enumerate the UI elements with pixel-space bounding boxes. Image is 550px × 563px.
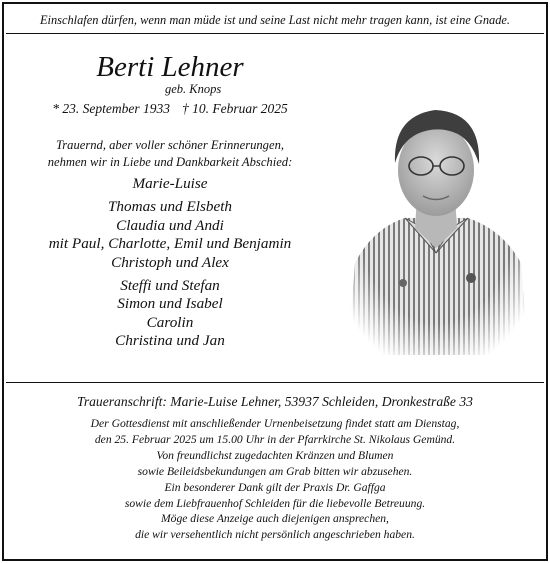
mourners-group-1 — [10, 175, 330, 193]
farewell-intro — [20, 137, 320, 171]
service-details-line: sowie dem Liebfrauenhof Schleiden für die liebevolle Betreuung. — [124, 496, 426, 510]
service-details-line: Ein besonderer Dank gilt der Praxis Dr. Gaffga — [164, 480, 386, 494]
service-details-line: Der Gottesdienst mit anschließender Urnenbeisetzung findet statt am Dienstag, — [90, 417, 460, 430]
service-details-line: den 25. Februar 2025 um 15.00 Uhr in der Pfarrkirche St. Nikolaus Gemünd. — [94, 432, 456, 446]
mourner-entry: Christina und Jan — [115, 332, 225, 350]
service-details-line: sowie Beileidsbekundungen am Grab bitten wir abzusehen. — [137, 464, 413, 478]
mourner-entry: Thomas und Elsbeth — [107, 198, 233, 216]
farewell-intro-line: nehmen wir in Liebe und Dankbarkeit Abschied: — [47, 155, 293, 169]
deceased-name: Berti Lehner — [96, 51, 244, 83]
mourners-list — [10, 175, 330, 356]
motto-quote: Einschlafen dürfen, wenn man müde ist und seine Last nicht mehr tragen kann, ist eine Gnade. — [39, 13, 511, 27]
top-divider — [6, 33, 544, 34]
mourner-entry: Marie-Luise — [132, 175, 208, 192]
mourner-entry: Carolin — [146, 313, 194, 331]
service-details-line: Möge diese Anzeige auch diejenigen ansprechen, — [161, 512, 389, 526]
mourner-entry: Steffi und Stefan — [120, 277, 220, 295]
service-details-line: Von freundlichst zugedachten Kränzen und Blumen — [156, 448, 394, 462]
service-details-line: die wir versehentlich nicht persönlich angeschrieben haben. — [135, 528, 415, 542]
life-dates — [20, 100, 320, 118]
death-date: † 10. Februar 2025 — [181, 101, 288, 116]
middle-divider — [6, 382, 544, 383]
mourners-group-3 — [10, 277, 330, 351]
portrait-photo — [343, 78, 530, 355]
mourning-address: Traueranschrift: Marie-Luise Lehner, 53937 Schleiden, Dronkestraße 33 — [77, 394, 473, 409]
birth-date: * 23. September 1933 — [52, 101, 170, 116]
mourners-group-2 — [10, 198, 330, 272]
mourner-entry: Claudia und Andi — [116, 216, 224, 234]
maiden-name: geb. Knops — [165, 82, 222, 96]
service-details — [6, 416, 544, 543]
farewell-intro-line: Trauernd, aber voller schöner Erinnerungen, — [55, 138, 285, 152]
mourner-entry: Christoph und Alex — [111, 253, 229, 271]
mourner-entry: Simon und Isabel — [117, 295, 223, 313]
mourner-entry: mit Paul, Charlotte, Emil und Benjamin — [48, 235, 292, 253]
